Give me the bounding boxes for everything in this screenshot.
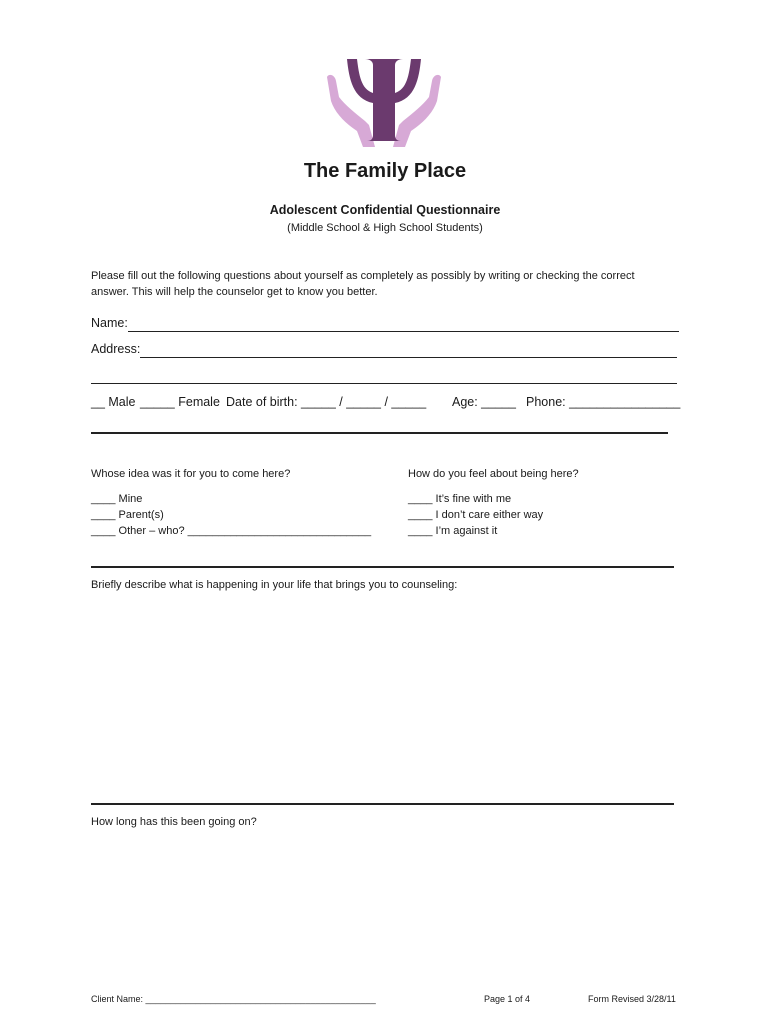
- age-field[interactable]: Age: _____: [452, 395, 516, 409]
- female-option[interactable]: _____ Female: [140, 395, 220, 409]
- how-long-answer-area[interactable]: [91, 836, 674, 976]
- describe-question: Briefly describe what is happening in your life that brings you to counseling:: [91, 579, 458, 591]
- document-audience: (Middle School & High School Students): [287, 222, 483, 234]
- intro-text: [91, 268, 681, 300]
- how-feel-option-fine[interactable]: ____ It’s fine with me: [408, 493, 512, 505]
- how-feel-question: How do you feel about being here?: [408, 468, 579, 480]
- intro-line-2: answer. This will help the counselor get to know you better.: [91, 286, 378, 298]
- describe-answer-area[interactable]: [91, 598, 674, 794]
- male-option[interactable]: __ Male: [91, 395, 136, 409]
- section-divider: [91, 432, 668, 434]
- page-number: Page 1 of 4: [484, 994, 531, 1004]
- intro-line-1: Please fill out the following questions about yourself as completely as possibly by writing or checking the correct: [91, 270, 635, 282]
- whose-idea-option-other[interactable]: ____ Other – who? ______________________________: [91, 525, 372, 537]
- how-long-question: How long has this been going on?: [91, 816, 257, 828]
- address-label: Address:: [91, 342, 141, 356]
- date-of-birth-field[interactable]: Date of birth: _____ / _____ / _____: [226, 395, 427, 409]
- psi-hands-logo-icon: [323, 55, 445, 147]
- name-label: Name:: [91, 316, 128, 330]
- document-subtitle: Adolescent Confidential Questionnaire: [269, 203, 501, 217]
- section-divider: [91, 566, 674, 568]
- address-field[interactable]: [140, 357, 677, 358]
- address-line-2-field[interactable]: [91, 383, 677, 384]
- form-revised-date: Form Revised 3/28/11: [588, 994, 676, 1004]
- phone-field[interactable]: Phone: ________________: [526, 395, 681, 409]
- client-name-footer: Client Name: ______________________________________________: [91, 994, 376, 1004]
- name-field[interactable]: [128, 331, 679, 332]
- how-feel-option-dont-care[interactable]: ____ I don’t care either way: [408, 509, 544, 521]
- whose-idea-question: Whose idea was it for you to come here?: [91, 468, 291, 480]
- whose-idea-option-mine[interactable]: ____ Mine: [91, 493, 143, 505]
- section-divider: [91, 803, 674, 805]
- how-feel-option-against[interactable]: ____ I’m against it: [408, 525, 498, 537]
- whose-idea-option-parents[interactable]: ____ Parent(s): [91, 509, 164, 521]
- document-title: The Family Place: [303, 160, 467, 182]
